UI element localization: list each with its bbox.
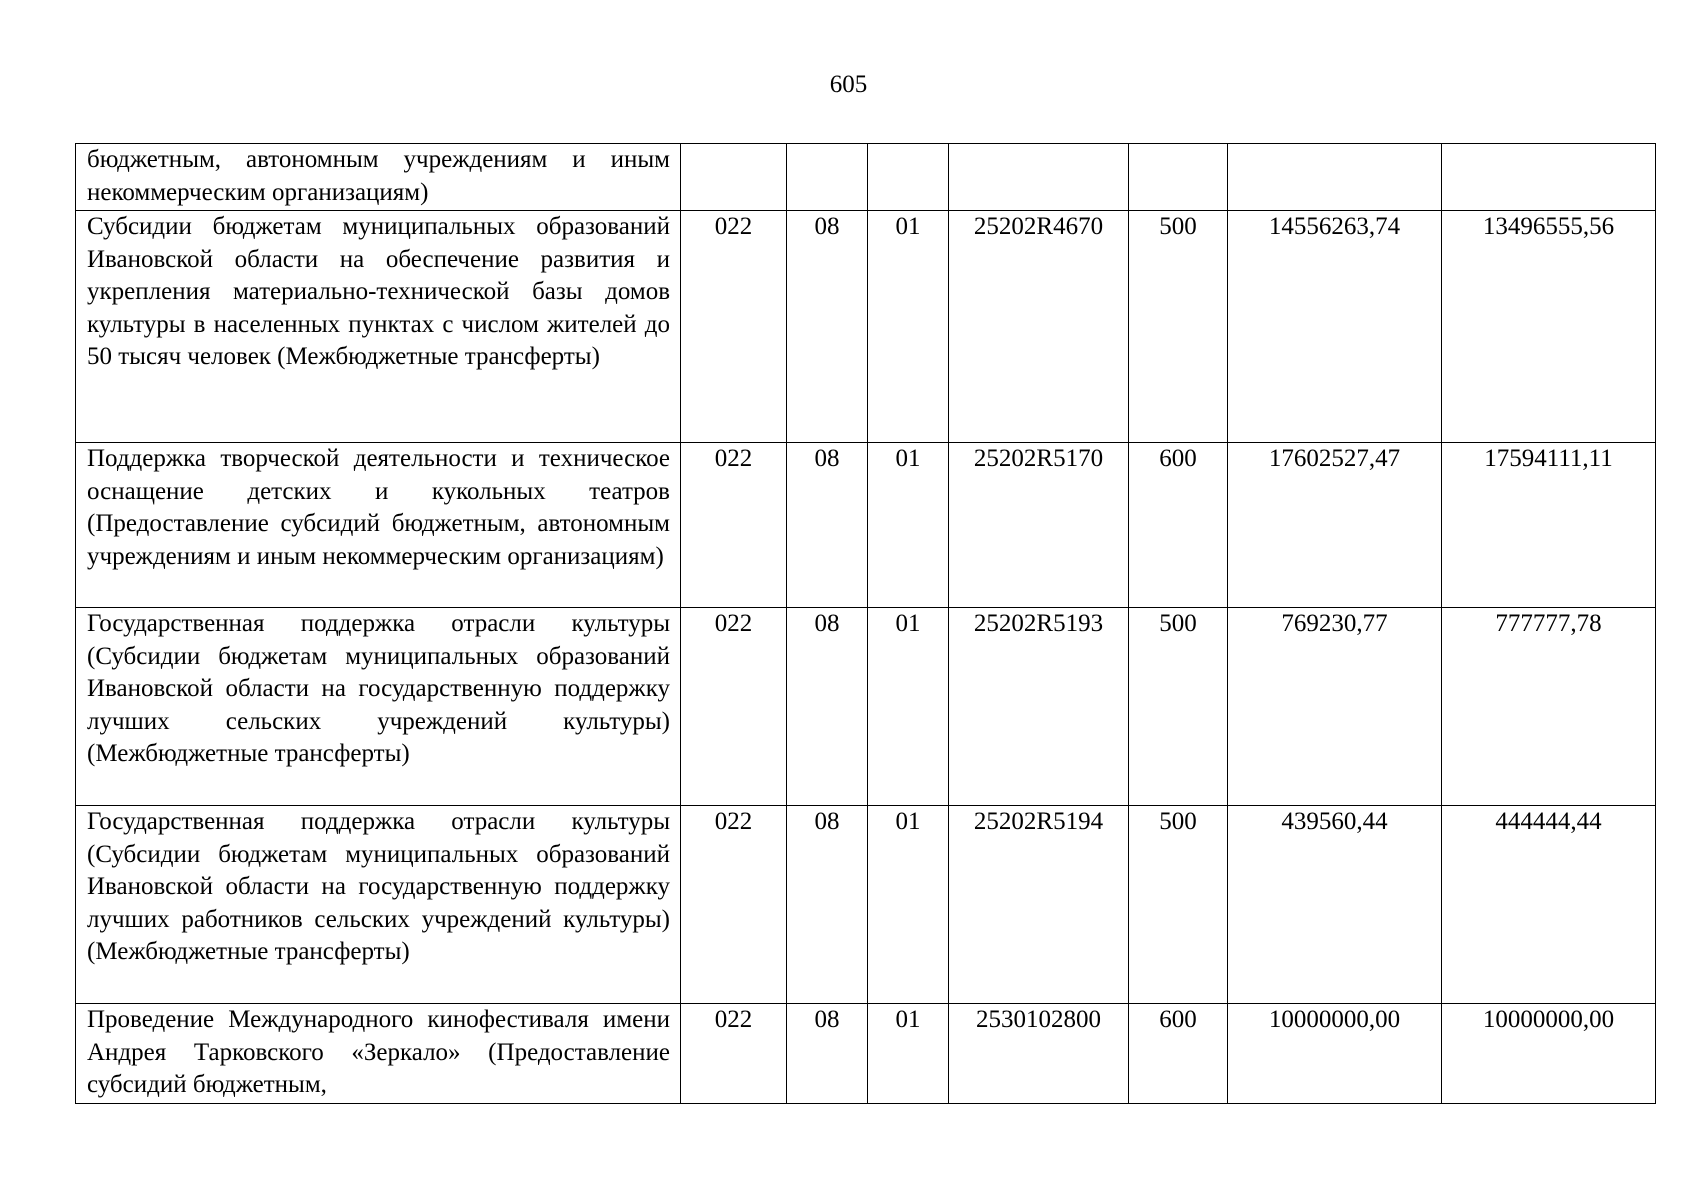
target-item-code: 2530102800 [949, 1004, 1129, 1104]
amount-year-1: 439560,44 [1228, 806, 1442, 1004]
chief-administrator-code: 022 [681, 443, 787, 608]
section-code: 08 [787, 211, 868, 443]
section-code: 08 [787, 1004, 868, 1104]
row-description: Проведение Международного кинофестиваля имени Андрея Тарковского «Зеркало» (Предоставление субсидий бюджетным, [76, 1004, 681, 1104]
section-code [787, 144, 868, 211]
table-row [76, 806, 1656, 1004]
amount-year-2: 17594111,11 [1442, 443, 1656, 608]
chief-administrator-code: 022 [681, 608, 787, 806]
chief-administrator-code: 022 [681, 211, 787, 443]
target-item-code: 25202R5193 [949, 608, 1129, 806]
amount-year-2 [1442, 144, 1656, 211]
expense-type-code: 500 [1129, 608, 1228, 806]
subsection-code: 01 [868, 1004, 949, 1104]
subsection-code [868, 144, 949, 211]
page-number: 605 [829, 71, 868, 98]
row-description: Субсидии бюджетам муниципальных образований Ивановской области на обеспечение развития и укрепления материально-технической базы домов культуры в населенных пунктах с числом жителей до 50 тысяч человек (Межбюджетные трансферты) [76, 211, 681, 443]
amount-year-1: 10000000,00 [1228, 1004, 1442, 1104]
amount-year-1: 17602527,47 [1228, 443, 1442, 608]
subsection-code: 01 [868, 806, 949, 1004]
expense-type-code: 600 [1129, 1004, 1228, 1104]
expense-type-code: 500 [1129, 806, 1228, 1004]
section-code: 08 [787, 806, 868, 1004]
section-code: 08 [787, 608, 868, 806]
row-description: Государственная поддержка отрасли культуры (Субсидии бюджетам муниципальных образований Ивановской области на государственную поддержку лучших работников сельских учреждений культуры) (Межбюджетные трансферты) [76, 806, 681, 1004]
subsection-code: 01 [868, 443, 949, 608]
amount-year-2: 13496555,56 [1442, 211, 1656, 443]
subsection-code: 01 [868, 608, 949, 806]
target-item-code [949, 144, 1129, 211]
chief-administrator-code: 022 [681, 1004, 787, 1104]
expense-type-code: 500 [1129, 211, 1228, 443]
subsection-code: 01 [868, 211, 949, 443]
table-row [76, 144, 1656, 211]
expense-type-code [1129, 144, 1228, 211]
amount-year-2: 10000000,00 [1442, 1004, 1656, 1104]
row-description: бюджетным, автономным учреждениям и иным некоммерческим организациям) [76, 144, 681, 211]
amount-year-2: 444444,44 [1442, 806, 1656, 1004]
amount-year-1: 769230,77 [1228, 608, 1442, 806]
budget-table [75, 143, 1656, 1104]
amount-year-2: 777777,78 [1442, 608, 1656, 806]
chief-administrator-code: 022 [681, 806, 787, 1004]
target-item-code: 25202R4670 [949, 211, 1129, 443]
row-description: Государственная поддержка отрасли культуры (Субсидии бюджетам муниципальных образований Ивановской области на государственную поддержку лучших сельских учреждений культуры) (Межбюджетные трансферты) [76, 608, 681, 806]
row-description: Поддержка творческой деятельности и техническое оснащение детских и кукольных театров (Предоставление субсидий бюджетным, автономным учреждениям и иным некоммерческим организациям) [76, 443, 681, 608]
amount-year-1: 14556263,74 [1228, 211, 1442, 443]
table-row [76, 211, 1656, 443]
table-row [76, 608, 1656, 806]
table-row [76, 1004, 1656, 1104]
target-item-code: 25202R5194 [949, 806, 1129, 1004]
section-code: 08 [787, 443, 868, 608]
table-row [76, 443, 1656, 608]
target-item-code: 25202R5170 [949, 443, 1129, 608]
chief-administrator-code [681, 144, 787, 211]
amount-year-1 [1228, 144, 1442, 211]
expense-type-code: 600 [1129, 443, 1228, 608]
